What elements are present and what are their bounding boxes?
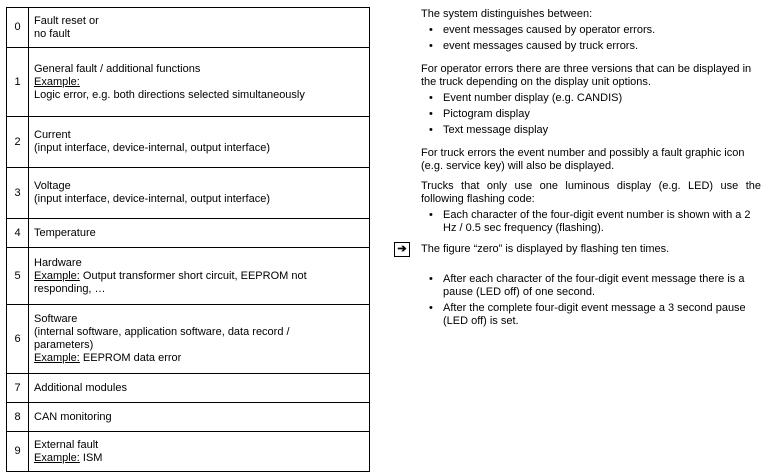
table-row xyxy=(7,48,370,117)
fault-number: 2 xyxy=(7,117,29,168)
table-row xyxy=(7,305,370,374)
fault-text: parameters) xyxy=(34,339,94,351)
fault-text: (internal software, application software, data record / xyxy=(34,326,290,338)
example-label: Example: xyxy=(34,352,80,364)
example-text: Output transformer short circuit, EEPROM not responding, … xyxy=(34,269,307,295)
table-row xyxy=(7,432,370,472)
table-row xyxy=(7,168,370,219)
arrow-right-icon: ➔ xyxy=(394,242,410,257)
list-item: • event messages caused by truck errors. xyxy=(421,40,761,53)
fault-description xyxy=(29,48,370,117)
fault-title: General fault / additional functions xyxy=(34,62,201,75)
hint-text: The figure “zero” is displayed by flashing ten times. xyxy=(421,243,670,255)
fault-number: 6 xyxy=(7,305,29,374)
table-row xyxy=(7,219,370,248)
fault-text: Current xyxy=(34,129,71,141)
fault-text: no fault xyxy=(34,27,71,40)
fault-number: 9 xyxy=(7,432,29,472)
fault-number: 5 xyxy=(7,248,29,305)
table-row xyxy=(7,374,370,403)
fault-number: 1 xyxy=(7,48,29,117)
list-item: • Each character of the four-digit event number is shown with a 2 Hz / 0.5 sec frequency (flashing). xyxy=(421,209,761,235)
paragraph: Trucks that only use one luminous display (e.g. LED) use the following flashing code: xyxy=(421,180,761,205)
fault-text: Voltage xyxy=(34,180,71,192)
list-item: • event messages caused by operator errors. xyxy=(421,24,761,37)
description-column xyxy=(397,8,761,331)
list-item: • After each character of the four-digit event message there is a pause (LED off) of one second. xyxy=(421,273,761,299)
paragraph: For operator errors there are three versions that can be displayed in the truck depending on the display unit options. xyxy=(421,63,752,88)
bullet-list xyxy=(421,92,761,137)
bullet-list xyxy=(421,24,761,53)
fault-text: (input interface, device-internal, output interface) xyxy=(34,142,271,154)
fault-text: (input interface, device-internal, output interface) xyxy=(34,193,271,205)
fault-text: Logic error, e.g. both directions selected simultaneously xyxy=(34,88,305,101)
table-row xyxy=(7,8,370,48)
paragraph: The system distinguishes between: xyxy=(421,8,593,20)
fault-description xyxy=(29,403,370,432)
bullet-list xyxy=(421,209,761,235)
example-text: ISM xyxy=(79,451,103,464)
fault-number: 4 xyxy=(7,219,29,248)
fault-text: Temperature xyxy=(34,226,96,239)
list-item: • Pictogram display xyxy=(421,108,761,121)
fault-code-table xyxy=(6,7,370,472)
fault-text: Additional modules xyxy=(34,381,127,394)
example-label: Example: xyxy=(34,75,80,88)
fault-description xyxy=(29,374,370,403)
fault-number: 7 xyxy=(7,374,29,403)
fault-text: Software xyxy=(34,313,78,325)
paragraph: For truck errors the event number and possibly a fault graphic icon (e.g. service key) will also be displayed. xyxy=(421,147,745,172)
list-item: • Text message display xyxy=(421,124,761,137)
fault-number: 8 xyxy=(7,403,29,432)
table-row xyxy=(7,248,370,305)
fault-number: 3 xyxy=(7,168,29,219)
fault-title: Hardware xyxy=(34,256,82,269)
fault-title: External fault xyxy=(34,438,99,451)
fault-text: CAN monitoring xyxy=(34,410,112,423)
example-text: EEPROM data error xyxy=(79,352,182,364)
fault-description xyxy=(29,432,370,472)
list-item: • Event number display (e.g. CANDIS) xyxy=(421,92,761,105)
example-label: Example: xyxy=(34,269,80,282)
fault-description xyxy=(29,248,370,305)
fault-description xyxy=(29,305,370,374)
bullet-list xyxy=(421,273,761,328)
fault-description xyxy=(29,168,370,219)
hint-note xyxy=(397,243,761,256)
table-row xyxy=(7,403,370,432)
fault-description xyxy=(29,117,370,168)
fault-description xyxy=(29,8,370,48)
table-row xyxy=(7,117,370,168)
list-item: • After the complete four-digit event message a 3 second pause (LED off) is set. xyxy=(421,302,761,328)
example-label: Example: xyxy=(34,451,80,464)
fault-number: 0 xyxy=(7,8,29,48)
fault-text: Fault reset or xyxy=(34,14,99,27)
fault-description xyxy=(29,219,370,248)
